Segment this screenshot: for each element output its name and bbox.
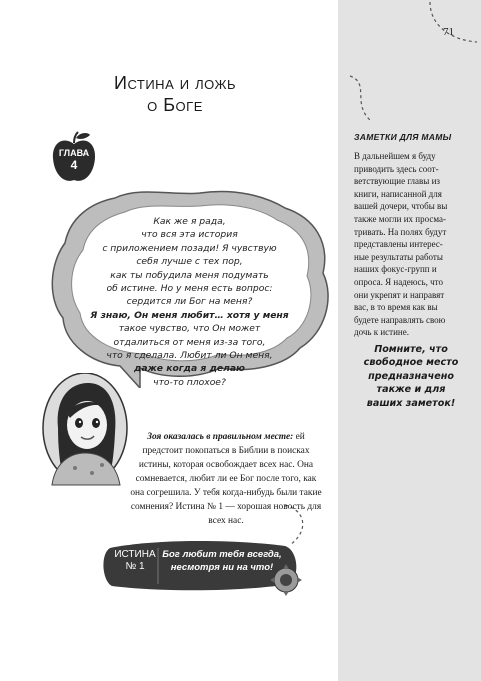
- bubble-line: сердится ли Бог на меня?: [126, 296, 253, 308]
- reminder-line: свободное место: [363, 357, 459, 369]
- bubble-line: себя лучше с тех пор,: [136, 256, 243, 268]
- main-paragraph-lead: Зоя оказалась в правильном месте:: [147, 432, 294, 442]
- reminder-line: ваших заметок!: [366, 397, 456, 409]
- notes-body: [354, 150, 464, 339]
- notes-line: будете направлять свою: [354, 314, 446, 325]
- notes-line: ные результаты работы: [354, 251, 443, 262]
- truth-statement-line: несмотря ни на что!: [170, 561, 274, 573]
- notes-line: они укрепят и направят: [354, 289, 445, 300]
- chapter-badge-label: [50, 147, 98, 171]
- notes-line: вашей дочери, чтобы вы: [354, 201, 448, 212]
- truth-label: [110, 549, 160, 573]
- bubble-line: Я знаю, Он меня любит… хотя у меня: [90, 309, 289, 321]
- notes-line: приводить здесь соот-: [354, 163, 439, 174]
- decorative-dashed-swirl: [340, 68, 390, 128]
- notes-line: представлены интерес-: [354, 239, 443, 250]
- chapter-title-line: о Боге: [147, 95, 203, 115]
- notes-line: книги, написанной для: [354, 188, 442, 199]
- notes-reminder: [350, 343, 472, 410]
- reminder-line: также и для: [376, 384, 446, 396]
- truth-label-line: ИСТИНА: [114, 549, 156, 560]
- notes-line: опроса. Я надеюсь, что: [354, 276, 443, 287]
- main-paragraph: [130, 430, 322, 528]
- notes-line: дочь к истине.: [354, 327, 409, 338]
- page-number: 71: [443, 26, 454, 38]
- reminder-line: Помните, что: [374, 344, 448, 355]
- bubble-line: отдалиться от меня из-за того,: [113, 336, 266, 348]
- truth-statement: [162, 549, 282, 574]
- bubble-line: что вся эта история: [141, 229, 238, 241]
- speech-bubble-text: [82, 215, 297, 389]
- bubble-line: даже когда я делаю: [134, 363, 245, 375]
- notes-line: также могли их просма-: [354, 213, 446, 224]
- chapter-title: [90, 72, 260, 116]
- main-paragraph-body: ей предстоит покопаться в Библии в поисках истины, которая освобождает всех нас. Она сомневается, любит ли ее Бог после того, как она согрешила. У тебя когда-нибудь были такие сомнения? Истина № 1 — хорошая новость для всех нас.: [130, 432, 322, 526]
- truth-label-line: № 1: [125, 561, 145, 572]
- notes-line: наших фокус-групп и: [354, 264, 437, 275]
- truth-statement-line: Бог любит тебя всегда,: [162, 549, 282, 560]
- chapter-number: 4: [70, 158, 78, 172]
- reminder-line: предназначено: [368, 370, 454, 382]
- chapter-title-line: Истина и ложь: [114, 73, 236, 93]
- bubble-line: что-то плохое?: [153, 376, 226, 388]
- chapter-label: ГЛАВА: [58, 148, 90, 158]
- notes-line: тривать. На полях будут: [354, 226, 447, 237]
- bubble-line: Как же я рада,: [153, 216, 226, 227]
- bubble-line: такое чувство, что Он может: [118, 323, 261, 335]
- notes-line: ветствующие главы из: [354, 176, 440, 187]
- notes-title: ЗАМЕТКИ ДЛЯ МАМЫ: [354, 132, 452, 142]
- bubble-line: что я сделала. Любит ли Он меня,: [106, 350, 273, 362]
- bubble-line: как ты побудила меня подумать: [110, 269, 269, 281]
- girl-illustration: [40, 373, 130, 491]
- bubble-line: об истине. Но у меня есть вопрос:: [106, 283, 273, 295]
- decorative-dashed-arc-top: [425, 0, 481, 50]
- bubble-line: с приложением позади! Я чувствую: [102, 242, 277, 254]
- notes-line: В дальнейшем я буду: [354, 151, 436, 161]
- notes-line: вас, в то время как вы: [354, 302, 438, 313]
